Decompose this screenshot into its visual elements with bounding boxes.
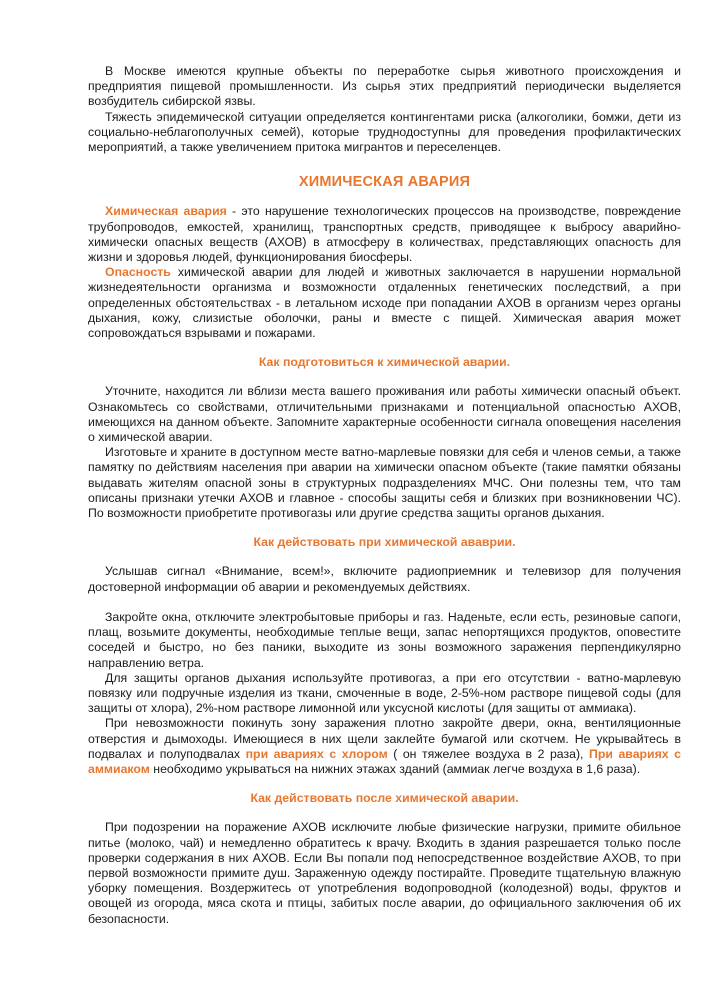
during-text-a: При невозможности покинуть зону заражения плотно закройте двери, окна, вентиляционные отверстия и дымоходы. Имеющиеся в них щели заклейте бумагой или скотчем. Не укрывайтесь в подвалах и полуподвалах bbox=[88, 716, 681, 761]
danger-text: химической аварии для людей и животных заключается в нарушении нормальной жизнедеятельности организма и возможности отдаленных генетических последствий, а при определенных обстоятельствах - в летальном исходе при попадании АХОВ в организм через органы дыхания, кожу, слизистые оболочки, раны и вместе с пищей. Химическая авария может сопровождаться взрывами и пожарами. bbox=[88, 265, 681, 341]
intro-paragraph-2: Тяжесть эпидемической ситуации определяется контингентами риска (алкоголики, бомжи, дети из социально-неблагополучных семей), которые труднодоступны для проведения профилактических мероприятий, а также увеличением притока мигрантов и переселенцев. bbox=[88, 109, 681, 155]
prepare-heading: Как подготовиться к химической аварии. bbox=[258, 355, 511, 370]
after-heading: Как действовать после химической аварии. bbox=[250, 791, 519, 806]
after-paragraph-1: При подозрении на поражение АХОВ исключите любые физические нагрузки, примите обильное питье (молоко, чай) и немедленно обратитесь к врачу. Входить в здания разрешается только после проверки содержания в них АХОВ. Если Вы попали под непосредственное воздействие АХОВ, то при первой возможности примите душ. Зараженную одежду постирайте. Проведите тщательную влажную уборку помещения. Воздержитесь от употребления водопроводной (колодезной) воды, фруктов и овощей из огорода, мяса скота и птицы, забитых после аварии, до официального заключения об их безопасности. bbox=[88, 820, 681, 926]
during-text-b: ( он тяжелее воздуха в 2 раза), bbox=[387, 746, 590, 761]
definition-term: Химическая авария bbox=[105, 204, 227, 219]
during-paragraph-2: Закройте окна, отключите электробытовые приборы и газ. Наденьте, если есть, резиновые сапоги, плащ, возьмите документы, необходимые теплые вещи, запас непортящихся продуктов, оповестите соседей и быстро, но без паники, выходите из зоны возможного заражения перпендикулярно направлению ветра. bbox=[88, 609, 681, 670]
during-text-c: необходимо укрываться на нижних этажах зданий (аммиак легче воздуха в 1,6 раза). bbox=[149, 761, 641, 776]
chlorine-highlight: при авариях с хлором bbox=[245, 746, 388, 761]
document-page bbox=[88, 64, 681, 927]
section-title: ХИМИЧЕСКАЯ АВАРИЯ bbox=[298, 174, 471, 191]
prepare-paragraph-1: Уточните, находится ли вблизи места вашего проживания или работы химически опасный объект. Ознакомьтесь со свойствами, отличительными признаками и потенциальной опасностью АХОВ, имеющихся на данном объекте. Запомните характерные особенности сигнала оповещения населения о химической аварии. bbox=[88, 384, 681, 445]
during-heading: Как действовать при химической ававрии. bbox=[253, 535, 516, 550]
paragraph-spacer bbox=[88, 595, 681, 610]
definition-paragraph bbox=[88, 204, 681, 265]
danger-paragraph bbox=[88, 265, 681, 341]
prepare-paragraph-2: Изготовьте и храните в доступном месте ватно-марлевые повязки для себя и членов семьи, а также памятку по действиям населения при аварии на химически опасном объекте (такие памятки обязаны выдавать жителям опасной зоны в структурных подразделениях МЧС. Они полезны тем, что там описаны признаки утечки АХОВ и главное - способы защиты себя и близких при возникновении ЧС). По возможности приобретите противогазы или другие средства защиты органов дыхания. bbox=[88, 445, 681, 521]
during-paragraph-3: Для защиты органов дыхания используйте противогаз, а при его отсутствии - ватно-марлевую повязку или подручные изделия из ткани, смоченные в воде, 2-5%-ном растворе пищевой соды (для защиты от хлора), 2%-ном растворе лимонной или уксусной кислоты (для защиты от аммиака). bbox=[88, 670, 681, 716]
ammonia-highlight: При авариях с аммиаком bbox=[88, 746, 681, 776]
intro-paragraph-1: В Москве имеются крупные объекты по переработке сырья животного происхождения и предприятия пищевой промышленности. Из сырья этих предприятий периодически выделяется возбудитель сибирской язвы. bbox=[88, 64, 681, 109]
definition-text: - это нарушение технологических процессов на производстве, повреждение трубопроводов, емкостей, хранилищ, транспортных средств, приводящее к выбросу аварийно-химически опасных веществ (АХОВ) в атмосферу в количествах, представляющих опасность для жизни и здоровья людей, функционирования биосферы. bbox=[88, 204, 681, 265]
during-paragraph-1: Услышав сигнал «Внимание, всем!», включите радиоприемник и телевизор для получения достоверной информации об аварии и рекомендуемых действиях. bbox=[88, 564, 681, 594]
during-paragraph-4 bbox=[88, 716, 681, 777]
danger-term: Опасность bbox=[105, 265, 171, 280]
